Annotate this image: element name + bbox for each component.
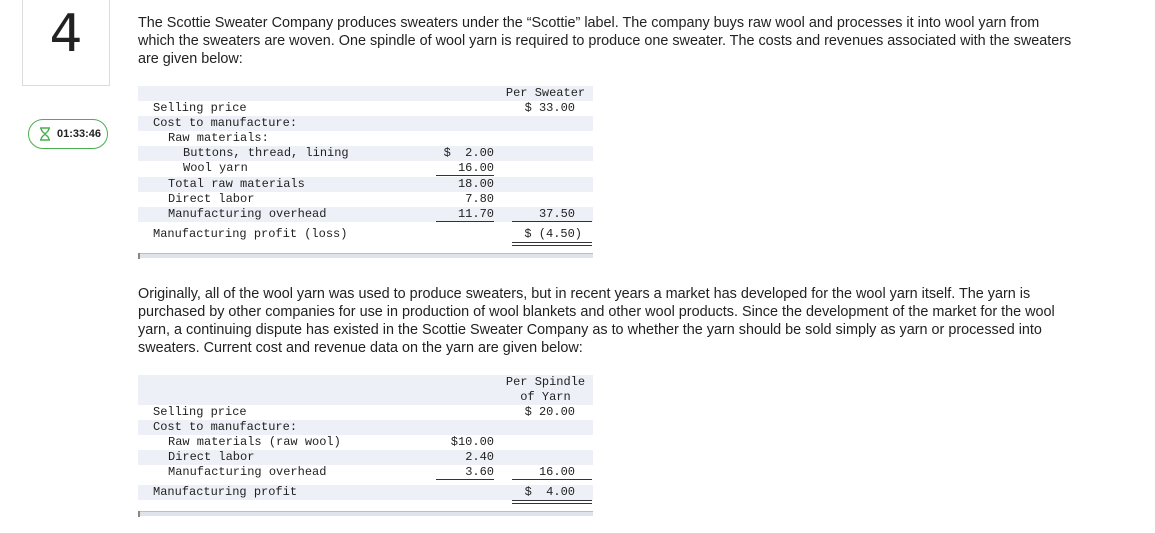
- direct-labor-amount: 2.40: [465, 450, 494, 464]
- hourglass-icon: [39, 127, 51, 141]
- double-underline: [512, 242, 592, 246]
- subtotal-underline: [436, 175, 494, 176]
- selling-price-total: $ 33.00: [524, 101, 575, 115]
- raw-materials-label: Raw materials:: [168, 131, 269, 145]
- profit-loss-total: $ (4.50): [524, 227, 582, 241]
- wool-yarn-amount: 16.00: [457, 161, 494, 175]
- bar-tick: [138, 253, 140, 259]
- table-row: [138, 450, 593, 465]
- total-raw-materials-label: Total raw materials: [168, 177, 305, 191]
- selling-price-label: Selling price: [153, 101, 247, 115]
- of-yarn-header: of Yarn: [520, 390, 571, 404]
- total-underline: [512, 221, 592, 222]
- raw-wool-amount: $10.00: [450, 435, 494, 449]
- table-row: [138, 485, 593, 500]
- profit-label: Manufacturing profit: [153, 485, 298, 499]
- bar-tick: [138, 511, 140, 517]
- direct-labor-label: Direct labor: [168, 192, 255, 206]
- table-row: [138, 192, 593, 207]
- table-bottom-bar: [138, 511, 593, 516]
- cost-underline: [436, 479, 494, 480]
- overhead-amount: 11.70: [457, 207, 494, 221]
- yarn-cost-table: [138, 375, 593, 520]
- timer-badge: [28, 119, 108, 149]
- buttons-amount: $ 2.00: [443, 146, 494, 160]
- table-header-row: [138, 86, 593, 101]
- total-cost-amount: 16.00: [538, 465, 575, 479]
- profit-total: $ 4.00: [524, 485, 575, 499]
- overhead-amount: 3.60: [465, 465, 494, 479]
- profit-loss-label: Manufacturing profit (loss): [153, 227, 348, 241]
- selling-price-label: Selling price: [153, 405, 247, 419]
- cost-to-manufacture-label: Cost to manufacture:: [153, 116, 298, 130]
- direct-labor-amount: 7.80: [465, 192, 494, 206]
- table-row: [138, 116, 593, 131]
- overhead-label: Manufacturing overhead: [168, 207, 327, 221]
- wool-yarn-label: Wool yarn: [183, 161, 248, 175]
- table-row: [138, 101, 593, 116]
- total-raw-materials-amount: 18.00: [457, 177, 494, 191]
- per-spindle-header: Per Spindle: [505, 375, 586, 389]
- table-row: [138, 146, 593, 161]
- middle-paragraph: Originally, all of the wool yarn was used to produce sweaters, but in recent years a market has developed for the wool yarn itself. The yarn is purchased by other companies for use in production of wool blankets and other wool products. Since the development of the market for the wool yarn, a continuing dispute has existed in the Scottie Sweater Company as to whether the yarn should be sold simply as yarn or processed into sweaters. Current cost and revenue data on the yarn are given below:: [138, 286, 1055, 356]
- cost-underline: [436, 221, 494, 222]
- table-row: [138, 131, 593, 146]
- cost-to-manufacture-label: Cost to manufacture:: [153, 420, 298, 434]
- total-cost-amount: 37.50: [538, 207, 575, 221]
- selling-price-total: $ 20.00: [524, 405, 575, 419]
- total-underline: [512, 479, 592, 480]
- table-row: [138, 405, 593, 420]
- table-bottom-bar: [138, 253, 593, 258]
- direct-labor-label: Direct labor: [168, 450, 255, 464]
- question-number: 4: [49, 4, 83, 64]
- sweater-cost-table: [138, 86, 593, 262]
- table-row: [138, 161, 593, 176]
- timer-text: 01:33:46: [57, 128, 102, 140]
- table-header-row: [138, 375, 593, 405]
- double-underline: [512, 500, 592, 504]
- table-row: [138, 435, 593, 450]
- overhead-label: Manufacturing overhead: [168, 465, 327, 479]
- raw-wool-label: Raw materials (raw wool): [168, 435, 341, 449]
- table-row: [138, 465, 593, 480]
- table-row: [138, 177, 593, 192]
- table-row: [138, 420, 593, 435]
- question-number-box: [22, 0, 110, 86]
- table-row: [138, 207, 593, 222]
- per-sweater-header: Per Sweater: [505, 86, 586, 100]
- buttons-label: Buttons, thread, lining: [183, 146, 349, 160]
- table-row: [138, 227, 593, 242]
- intro-paragraph: The Scottie Sweater Company produces sweaters under the “Scottie” label. The company buys raw wool and processes it into wool yarn from which the sweaters are woven. One spindle of wool yarn is required to produce one sweater. The costs and revenues associated with the sweaters are given below:: [138, 15, 1072, 67]
